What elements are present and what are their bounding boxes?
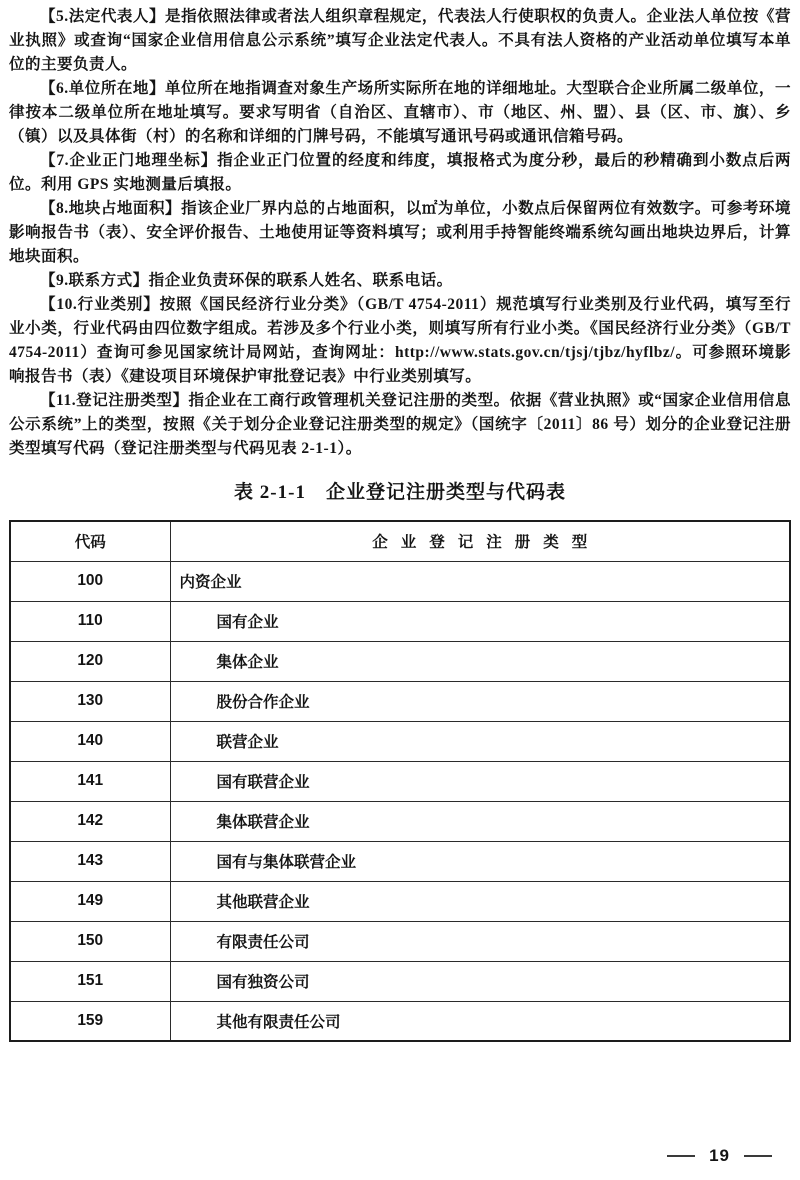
cell-code: 130 <box>10 681 170 721</box>
cell-code: 100 <box>10 561 170 601</box>
cell-type: 国有企业 <box>170 601 790 641</box>
table-row <box>10 841 790 881</box>
paragraph-gate-coordinates: 【7.企业正门地理坐标】指企业正门位置的经度和纬度，填报格式为度分秒，最后的秒精确到小数点后两位。利用 GPS 实地测量后填报。 <box>9 152 791 193</box>
cell-type: 其他联营企业 <box>170 881 790 921</box>
cell-type: 国有与集体联营企业 <box>170 841 790 881</box>
header-type: 企业登记注册类型 <box>170 521 790 561</box>
page-number-dash-right <box>744 1155 772 1157</box>
header-code: 代码 <box>10 521 170 561</box>
cell-type: 集体联营企业 <box>170 801 790 841</box>
paragraph-legal-representative: 【5.法定代表人】是指依照法律或者法人组织章程规定，代表法人行使职权的负责人。企业法人单位按《营业执照》或查询“国家企业信用信息公示系统”填写企业法定代表人。不具有法人资格的产业活动单位填写本单位的主要负责人。 <box>9 8 791 73</box>
table-header-row <box>10 521 790 561</box>
paragraph-land-area: 【8.地块占地面积】指该企业厂界内总的占地面积，以㎡为单位，小数点后保留两位有效数字。可参考环境影响报告书（表）、安全评价报告、土地使用证等资料填写；或利用手持智能终端系统勾画出地块边界后，计算地块面积。 <box>9 200 791 265</box>
paragraph-unit-location: 【6.单位所在地】单位所在地指调查对象生产场所实际所在地的详细地址。大型联合企业所属二级单位，一律按本二级单位所在地址填写。要求写明省（自治区、直辖市）、市（地区、州、盟）、县（区、市、旗）、乡（镇）以及具体街（村）的名称和详细的门牌号码，不能填写通讯号码或通讯信箱号码。 <box>9 80 791 145</box>
page-number-dash-left <box>667 1155 695 1157</box>
table-row <box>10 641 790 681</box>
cell-type: 其他有限责任公司 <box>170 1001 790 1041</box>
cell-type: 联营企业 <box>170 721 790 761</box>
table-row <box>10 721 790 761</box>
cell-code: 143 <box>10 841 170 881</box>
paragraph-registration-type: 【11.登记注册类型】指企业在工商行政管理机关登记注册的类型。依据《营业执照》或“国家企业信用信息公示系统”上的类型，按照《关于划分企业登记注册类型的规定》（国统字〔2011〕86 号）划分的企业登记注册类型填写代码（登记注册类型与代码见表 2-1-1）。 <box>9 392 791 457</box>
cell-type: 国有联营企业 <box>170 761 790 801</box>
cell-code: 142 <box>10 801 170 841</box>
paragraph-contact-info: 【9.联系方式】指企业负责环保的联系人姓名、联系电话。 <box>40 272 453 289</box>
table-row <box>10 801 790 841</box>
paragraph-industry-category: 【10.行业类别】按照《国民经济行业分类》（GB/T 4754-2011）规范填写行业类别及行业代码，填写至行业小类，行业代码由四位数字组成。若涉及多个行业小类，则填写所有行业小类。《国民经济行业分类》（GB/T 4754-2011）查询可参见国家统计局网站，查询网址：http://www.stats.gov.cn/tjsj/tjbz/hyflbz/。可参照环境影响报告书（表）《建设项目环境保护审批登记表》中行业类别填写。 <box>9 296 791 385</box>
instruction-text-block <box>9 5 791 461</box>
cell-code: 110 <box>10 601 170 641</box>
table-row <box>10 881 790 921</box>
cell-code: 120 <box>10 641 170 681</box>
page-number-value: 19 <box>709 1146 730 1165</box>
table-row <box>10 601 790 641</box>
cell-code: 159 <box>10 1001 170 1041</box>
table-row <box>10 1001 790 1041</box>
table-caption: 表 2-1-1 企业登记注册类型与代码表 <box>234 482 566 503</box>
cell-code: 151 <box>10 961 170 1001</box>
cell-code: 149 <box>10 881 170 921</box>
registration-type-code-table <box>9 520 791 1042</box>
table-row <box>10 921 790 961</box>
cell-type: 集体企业 <box>170 641 790 681</box>
table-row <box>10 761 790 801</box>
table-row <box>10 961 790 1001</box>
page-number <box>667 1146 772 1166</box>
cell-code: 140 <box>10 721 170 761</box>
cell-type: 股份合作企业 <box>170 681 790 721</box>
cell-code: 141 <box>10 761 170 801</box>
cell-type: 有限责任公司 <box>170 921 790 961</box>
table-row <box>10 681 790 721</box>
cell-type: 内资企业 <box>170 561 790 601</box>
cell-code: 150 <box>10 921 170 961</box>
cell-type: 国有独资公司 <box>170 961 790 1001</box>
table-row <box>10 561 790 601</box>
